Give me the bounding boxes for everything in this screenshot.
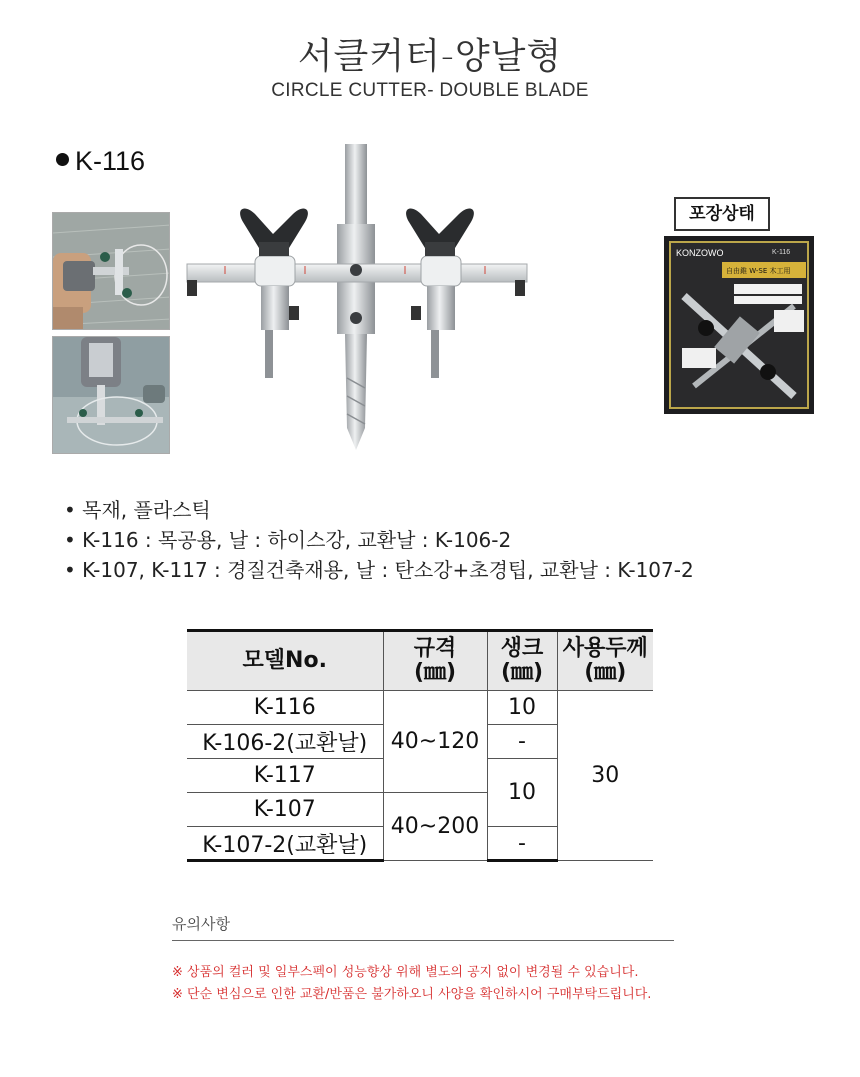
bullet-dot-icon bbox=[56, 153, 69, 166]
thickness-cell: 30 bbox=[557, 691, 653, 861]
header-size: 규격 (㎜) bbox=[383, 631, 487, 691]
pack-brand: KONZOWO bbox=[676, 248, 724, 258]
shank-cell: - bbox=[487, 725, 557, 759]
header-shank: 생크 (㎜) bbox=[487, 631, 557, 691]
spec-table bbox=[187, 629, 653, 862]
notes-list bbox=[172, 962, 651, 1006]
notes-title: 유의사항 bbox=[172, 915, 230, 933]
note-item: ※ 단순 변심으로 인한 교환/반품은 불가하오니 사양을 확인하시어 구매부탁드립니다. bbox=[172, 987, 652, 1002]
header-thickness: 사용두께 (㎜) bbox=[557, 631, 653, 691]
notes-divider bbox=[172, 940, 674, 941]
packaging-label: 포장상태 bbox=[674, 197, 770, 231]
model-cell: K-106-2(교환날) bbox=[187, 725, 383, 759]
model-cell: K-116 bbox=[187, 691, 383, 725]
feature-item: • K-107, K-117 : 경질건축재용, 날 : 탄소강+초경팁, 교환날 : K-107-2 bbox=[64, 558, 694, 582]
usage-photo-table bbox=[52, 336, 170, 454]
header-model: 모델No. bbox=[187, 631, 383, 691]
model-name: K-116 bbox=[75, 146, 146, 176]
pack-code: K-116 bbox=[772, 249, 791, 256]
model-label bbox=[56, 146, 145, 177]
model-cell: K-107 bbox=[187, 793, 383, 827]
size-cell: 40~120 bbox=[383, 691, 487, 793]
page-title: 서클커터-양날형 bbox=[297, 36, 563, 77]
pack-product-text: 自由錐 W-SE 木工用 bbox=[726, 267, 791, 275]
feature-item: • 목재, 플라스틱 bbox=[64, 498, 211, 522]
table-row bbox=[187, 691, 653, 725]
shank-cell: 10 bbox=[487, 691, 557, 725]
feature-list bbox=[64, 495, 694, 585]
shank-cell: - bbox=[487, 827, 557, 861]
feature-item: • K-116 : 목공용, 날 : 하이스강, 교환날 : K-106-2 bbox=[64, 528, 512, 552]
usage-photo-wall bbox=[52, 212, 170, 330]
spec-header-row bbox=[187, 631, 653, 691]
size-cell: 40~200 bbox=[383, 793, 487, 861]
shank-cell: 10 bbox=[487, 759, 557, 827]
packaging-image bbox=[664, 236, 814, 414]
page-subtitle: CIRCLE CUTTER- DOUBLE BLADE bbox=[271, 80, 589, 101]
model-cell: K-107-2(교환날) bbox=[187, 827, 383, 861]
note-item: ※ 상품의 컬러 및 일부스펙이 성능향상 위해 별도의 공지 없이 변경될 수 있습니다. bbox=[172, 965, 639, 980]
model-cell: K-117 bbox=[187, 759, 383, 793]
product-image bbox=[185, 138, 530, 458]
